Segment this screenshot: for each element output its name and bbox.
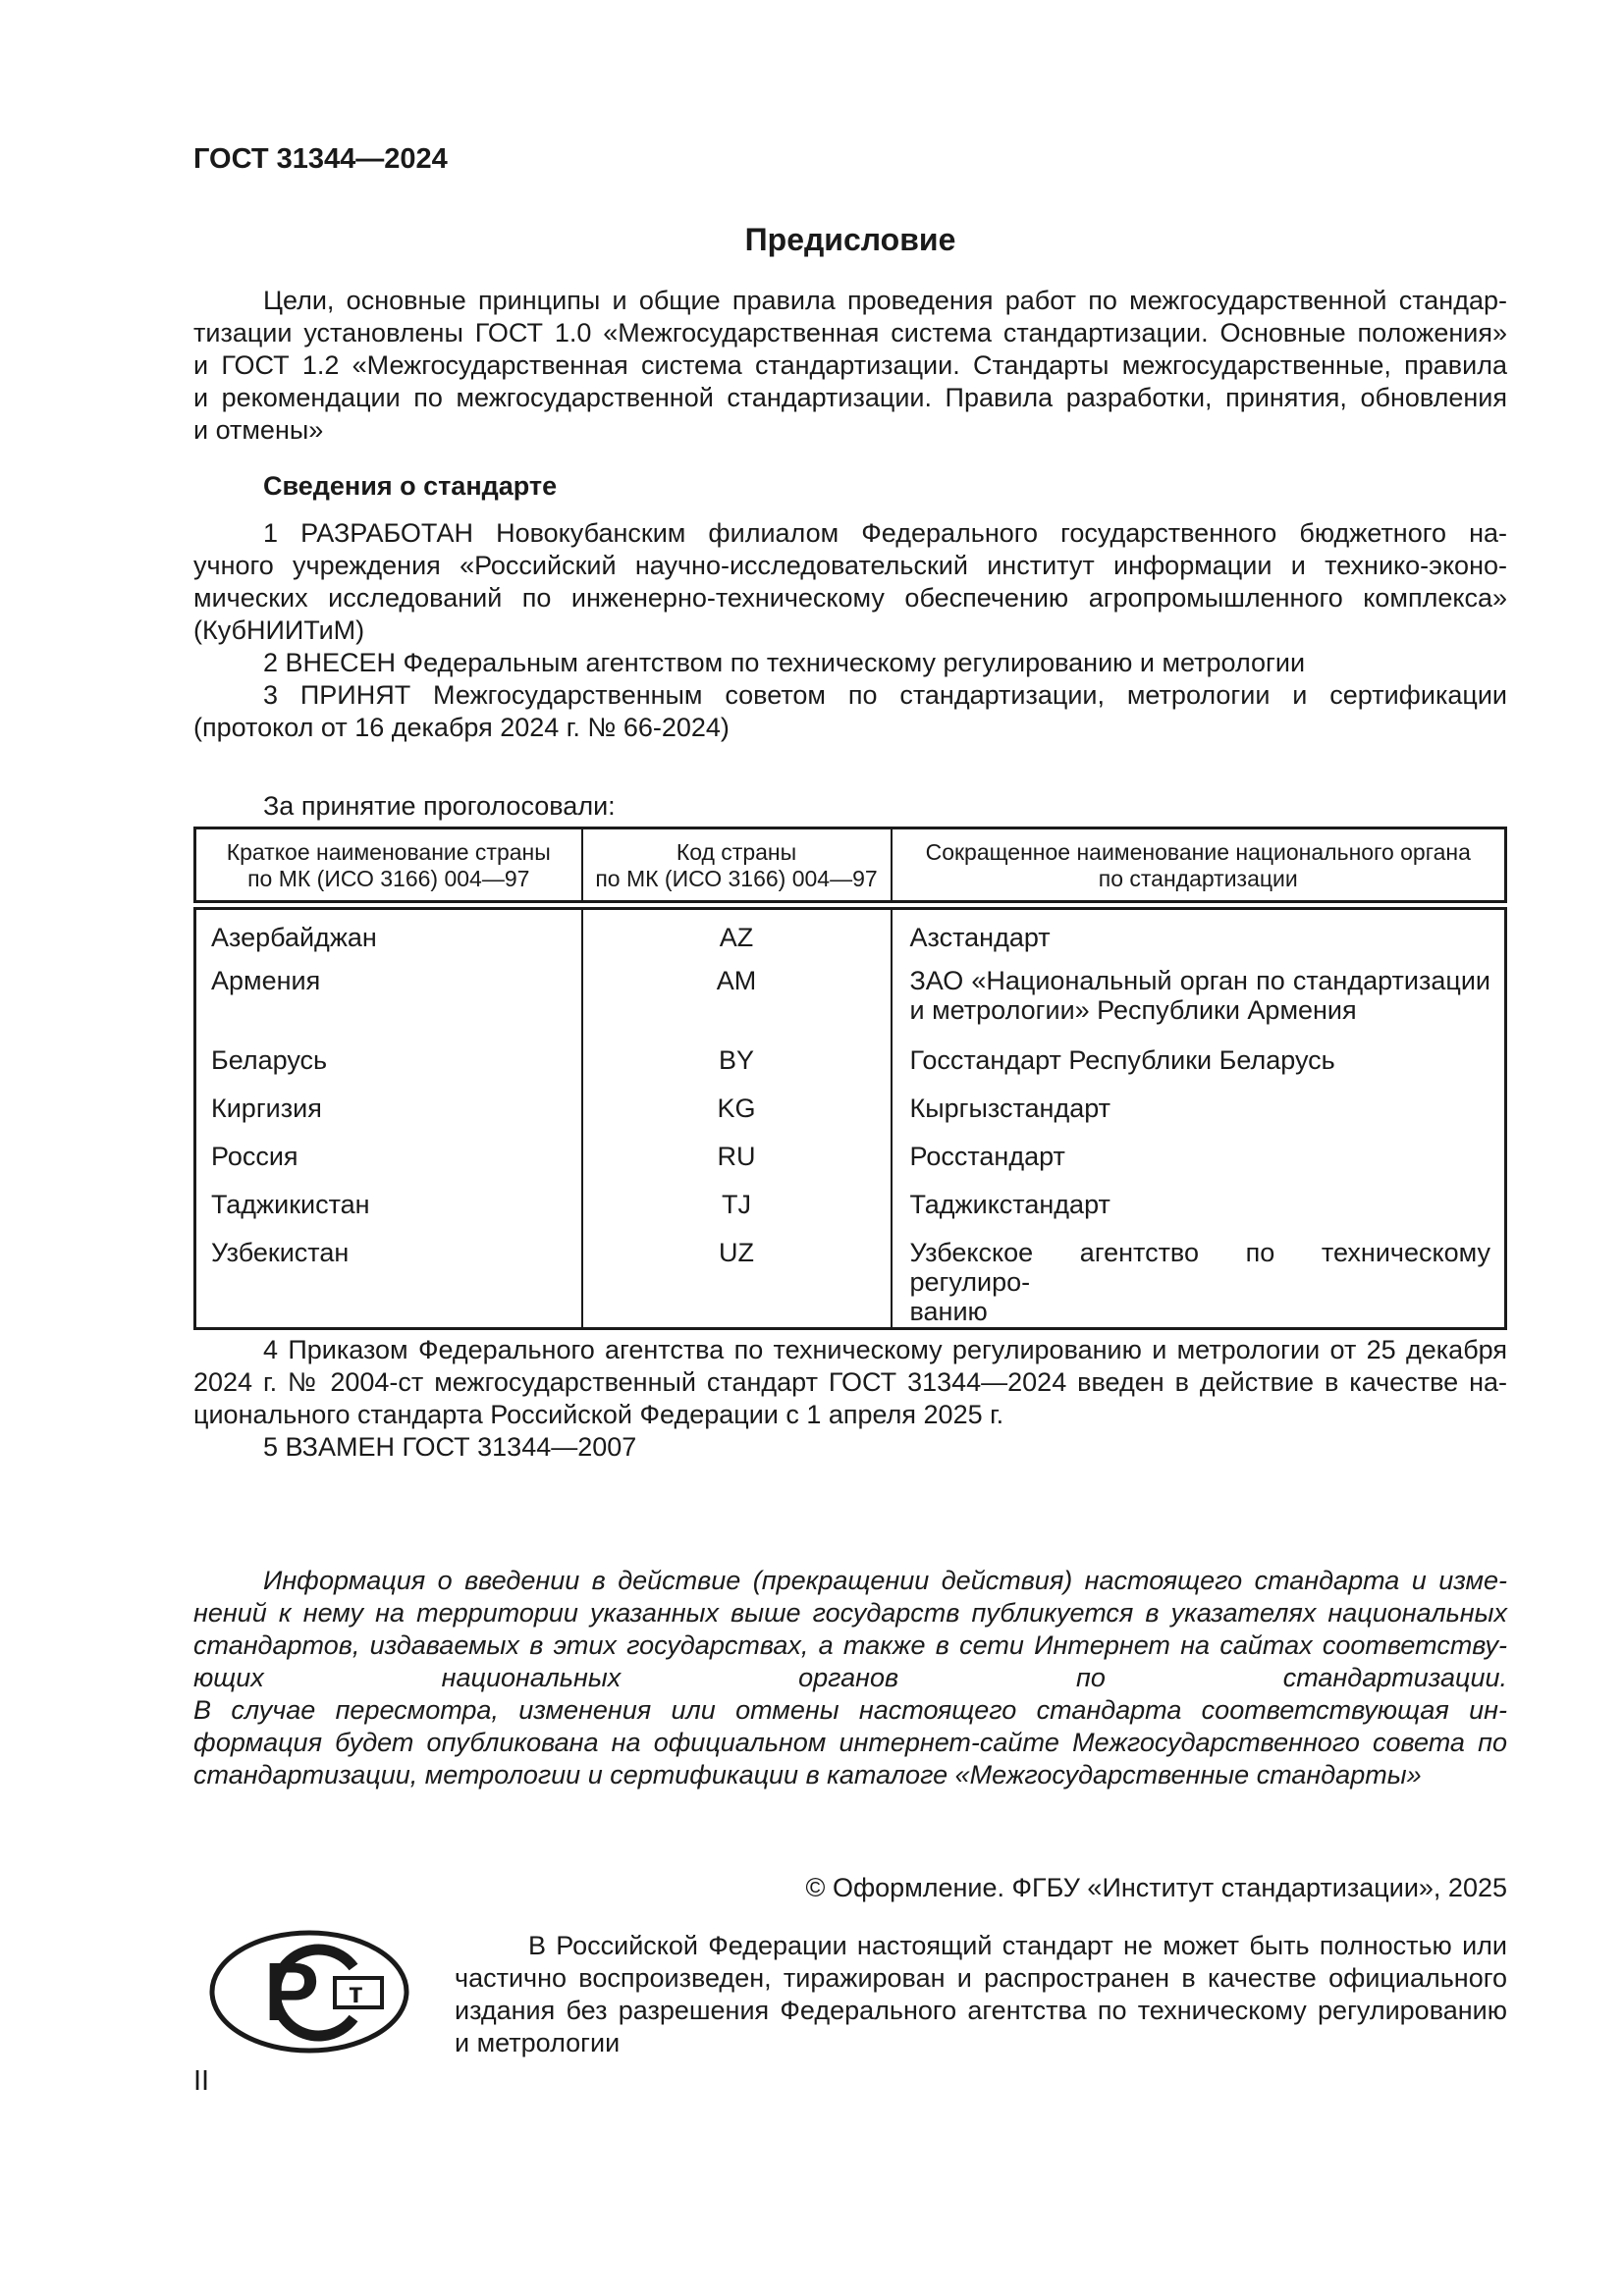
org-cell: Азстандарт [892, 905, 1506, 953]
copyright-line: © Оформление. ФГБУ «Институт стандартизации», 2025 [805, 1873, 1507, 1902]
rst-logo-graphic [209, 1930, 409, 2054]
country-cell: Россия [211, 1142, 298, 1171]
country-cell: Киргизия [211, 1094, 322, 1123]
standard-info-items [193, 517, 1507, 744]
table-row-kyrgyzstan [195, 1081, 1506, 1129]
item-submitted: 2 ВНЕСЕН Федеральным агентством по техническому регулированию и метрологии [263, 648, 1306, 677]
country-cell: Азербайджан [211, 923, 377, 952]
rst-certification-logo [209, 1930, 409, 2054]
country-cell: Узбекистан [211, 1238, 350, 1267]
logo-letter-t: т [349, 1977, 363, 2009]
org-cell: Госстандарт Республики Беларусь [892, 1033, 1506, 1081]
page-number: II [193, 2065, 210, 2097]
org-cell: Таджикстандарт [892, 1177, 1506, 1225]
table-row-uzbekistan [195, 1225, 1506, 1329]
item-enacted-order: 4 Приказом Федерального агентства по техническому регулированию и метрологии от 25 декабря 2024 г. № 2004-ст межгосударственный стандарт ГОСТ 31344—2024 введен в действие в качестве на- ционального стандарта Российской Федерации с 1 апреля 2025 г. [193, 1335, 1507, 1429]
reproduction-restriction-paragraph: В Российской Федерации настоящий стандарт не может быть полностью или частично воспроизведен, тиражирован и распространен в качестве официального издания без разрешения Федерального агентства по техническому регулированию и метрологии [455, 1931, 1507, 2057]
enactment-items [193, 1334, 1507, 1464]
table-row-azerbaijan [195, 905, 1506, 953]
code-cell: AZ [582, 905, 892, 953]
standard-info-heading: Сведения о стандарте [263, 471, 558, 501]
org-cell: Узбекское агентство по техническому регулиро- ванию [892, 1225, 1506, 1329]
logo-letter-p: Р [264, 1946, 320, 2038]
col-header-country-name: Краткое наименование страны по МК (ИСО 3166) 004—97 [195, 828, 582, 906]
table-row-armenia [195, 953, 1506, 1033]
table-row-belarus [195, 1033, 1506, 1081]
item-replaces: 5 ВЗАМЕН ГОСТ 31344—2007 [263, 1432, 637, 1462]
org-cell: Кыргызстандарт [892, 1081, 1506, 1129]
country-cell: Армения [211, 966, 321, 995]
code-cell: UZ [582, 1225, 892, 1329]
country-cell: Беларусь [211, 1045, 328, 1075]
code-cell: AM [582, 953, 892, 1033]
item-adopted: 3 ПРИНЯТ Межгосударственным советом по стандартизации, метрологии и сертификации (протокол от 16 декабря 2024 г. № 66-2024) [193, 680, 1507, 742]
code-cell: RU [582, 1129, 892, 1177]
table-row-russia [195, 1129, 1506, 1177]
standard-code-header: ГОСТ 31344—2024 [193, 143, 448, 175]
vote-intro: За принятие проголосовали: [263, 791, 616, 821]
code-cell: TJ [582, 1177, 892, 1225]
col-header-country-code: Код страны по МК (ИСО 3166) 004—97 [582, 828, 892, 906]
foreword-goals-paragraph: Цели, основные принципы и общие правила проведения работ по межгосударственной стандар- тизации установлены ГОСТ 1.0 «Межгосударственная система стандартизации. Основные положения» и ГОСТ 1.2 «Межгосударственная система стандартизации. Стандарты межгосударственные, правила и рекомендации по межгосударственной стандартизации. Правила разработки, принятия, обновления и отмены» [193, 286, 1507, 445]
vote-table [193, 827, 1507, 1330]
code-cell: KG [582, 1081, 892, 1129]
table-row-tajikistan [195, 1177, 1506, 1225]
table-header-row [195, 828, 1506, 906]
item-developed: 1 РАЗРАБОТАН Новокубанским филиалом Федерального государственного бюджетного на- учного учреждения «Российский научно-исследовательский институт информации и технико-эконо- мических исследований по инженерно-техническому обеспечению агропромышленного комплекса» (КубНИИТиМ) [193, 518, 1507, 645]
country-cell: Таджикистан [211, 1190, 370, 1219]
code-cell: BY [582, 1033, 892, 1081]
org-cell: Росстандарт [892, 1129, 1506, 1177]
org-cell: ЗАО «Национальный орган по стандартизации и метрологии» Республики Армения [892, 953, 1506, 1033]
page-title: Предисловие [744, 222, 956, 257]
col-header-national-org: Сокращенное наименование национального органа по стандартизации [892, 828, 1506, 906]
publication-notice-paragraph: Информация о введении в действие (прекращении действия) настоящего стандарта и изме- нений к нему на территории указанных выше государств публикуется в указателях национальных стандартов, издаваемых в этих государствах, а также в сети Интернет на сайтах соответству- ющих национальных органов по стандартизации. В случае пересмотра, изменения или отмены настоящего стандарта соответствующая ин- формация будет опубликована на официальном интернет-сайте Межгосударственного совета по стандартизации, метрологии и сертификации в каталоге «Межгосударственные стандарты» [193, 1566, 1507, 1789]
